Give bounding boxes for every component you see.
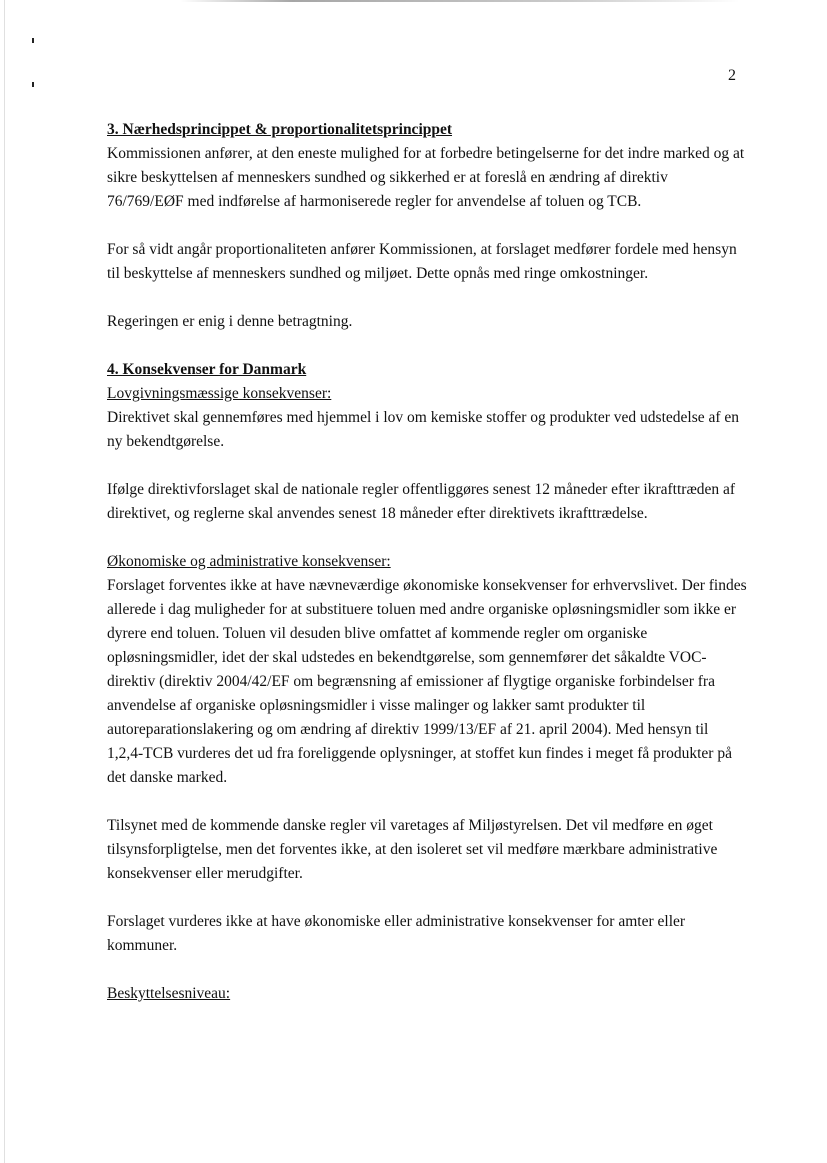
paragraph: Forslaget vurderes ikke at have økonomiske eller administrative konsekvenser for amter eller kommuner. (107, 913, 686, 954)
section-heading-4: 4. Konsekvenser for Danmark (107, 361, 307, 378)
scan-left-edge (4, 0, 5, 1163)
paragraph: Regeringen er enig i denne betragtning. (107, 313, 353, 330)
paragraph: Direktivet skal gennemføres med hjemmel i lov om kemiske stoffer og produkter ved udstedelse af en ny bekendtgørelse. (107, 409, 740, 450)
paragraph-gap (107, 958, 747, 982)
scan-speck (32, 38, 34, 43)
scan-speck (32, 82, 34, 87)
paragraph: Ifølge direktivforslaget skal de nationale regler offentliggøres senest 12 måneder efter ikrafttræden af direktivet, og reglerne skal anvendes senest 18 måneder efter direktivets ikrafttrædelse. (107, 481, 736, 522)
section-heading-3: 3. Nærhedsprincippet & proportionalitetsprincippet (107, 121, 453, 138)
document-body (107, 118, 747, 1006)
scan-top-line (180, 0, 740, 2)
subheading-legislative: Lovgivningsmæssige konsekvenser: (107, 385, 332, 402)
paragraph-gap (107, 526, 747, 550)
paragraph-gap (107, 454, 747, 478)
page-number: 2 (728, 67, 736, 84)
paragraph-gap (107, 286, 747, 310)
paragraph: Tilsynet med de kommende danske regler vil varetages af Miljøstyrelsen. Det vil medføre en øget tilsynsforpligtelse, men det forventes ikke, at den isoleret set vil medføre mærkbare administrative konsekvenser eller merudgifter. (107, 817, 718, 882)
paragraph-gap (107, 790, 747, 814)
paragraph: For så vidt angår proportionaliteten anfører Kommissionen, at forslaget medfører fordele med hensyn til beskyttelse af menneskers sundhed og miljøet. Dette opnås med ringe omkostninger. (107, 241, 737, 282)
paragraph: Kommissionen anfører, at den eneste mulighed for at forbedre betingelserne for det indre marked og at sikre beskyttelsen af menneskers sundhed og sikkerhed er at foreslå en ændring af direktiv 76/769/EØF med indførelse af harmoniserede regler for anvendelse af toluen og TCB. (107, 145, 745, 210)
paragraph-gap (107, 334, 747, 358)
paragraph: Forslaget forventes ikke at have nævneværdige økonomiske konsekvenser for erhvervslivet. Der findes allerede i dag muligheder for at substituere toluen med andre organiske opløsningsmidler som ikke er dyrere end toluen. Toluen vil desuden blive omfattet af kommende regler om organiske opløsningsmidler, idet der skal udstedes en bekendtgørelse, som gennemfører det såkaldte VOC-direktiv (direktiv 2004/42/EF om begrænsning af emissioner af flygtige organiske forbindelser fra anvendelse af organiske opløsningsmidler i visse malinger og lakker samt produkter til autoreparationslakering og om ændring af direktiv 1999/13/EF af 21. april 2004). Med hensyn til 1,2,4-TCB vurderes det ud fra foreliggende oplysninger, at stoffet kun findes i meget få produkter på det danske marked. (107, 577, 747, 786)
paragraph-gap (107, 886, 747, 910)
subheading-protection-level: Beskyttelsesniveau: (107, 985, 231, 1002)
paragraph-gap (107, 214, 747, 238)
subheading-economic: Økonomiske og administrative konsekvenser: (107, 553, 391, 570)
